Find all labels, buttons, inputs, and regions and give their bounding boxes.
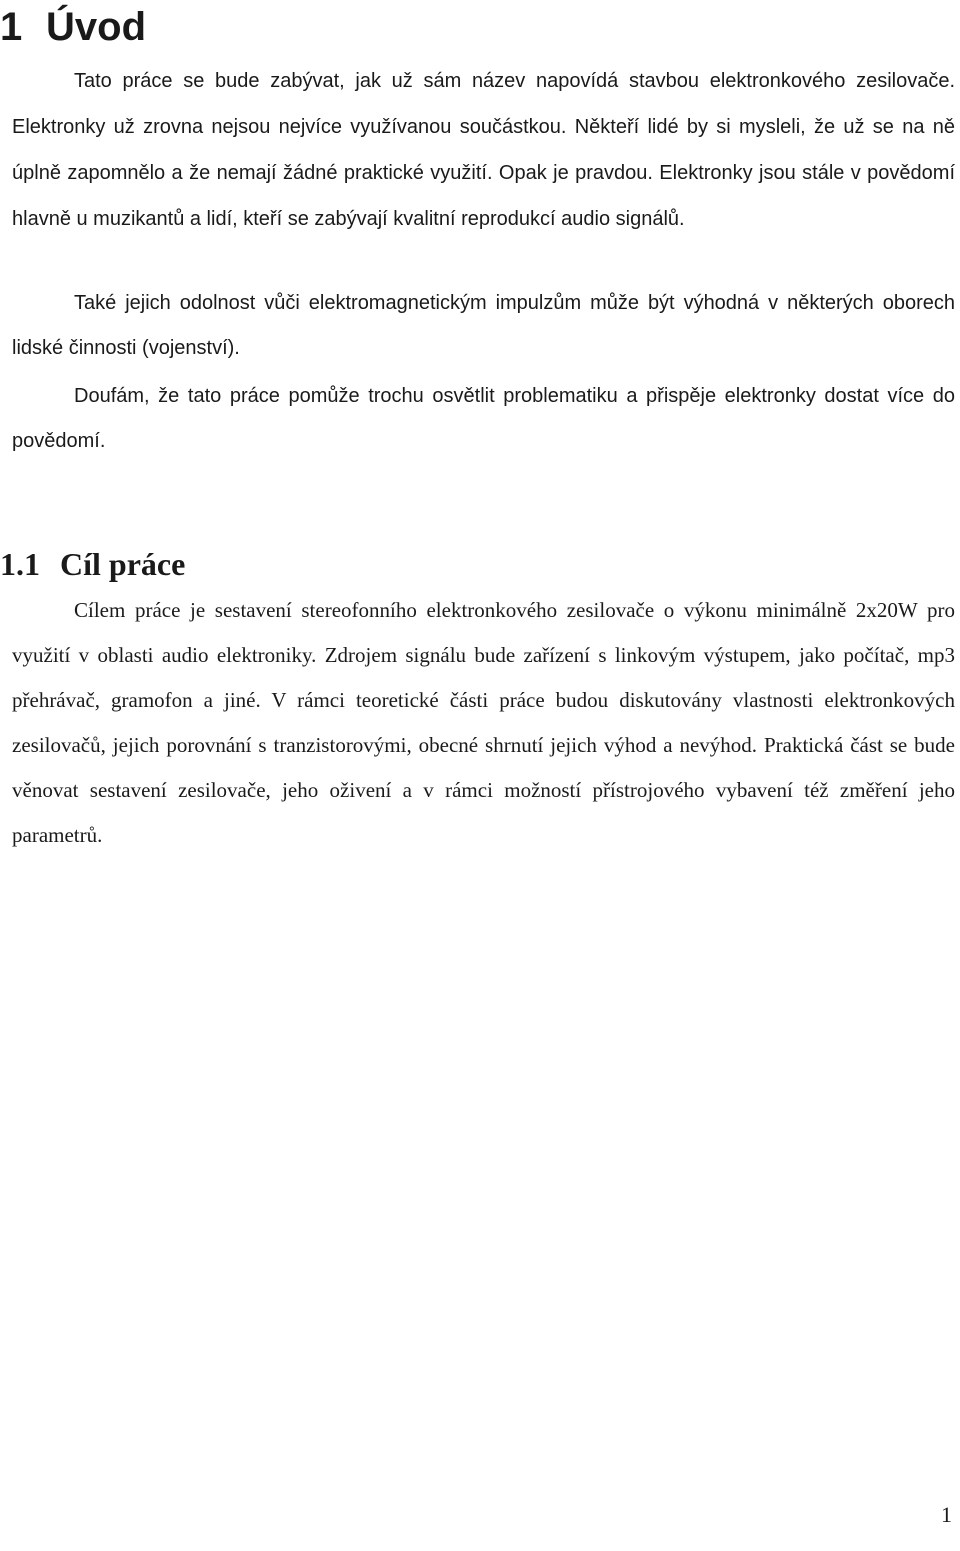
section-number: 1.1 bbox=[0, 546, 40, 582]
intro-paragraph-3: Doufám, že tato práce pomůže trochu osvětlit problematiku a přispěje elektronky dostat více do povědomí. bbox=[12, 385, 955, 452]
section-title: Cíl práce bbox=[60, 546, 186, 582]
section-heading bbox=[0, 542, 185, 586]
intro-paragraph-2: Také jejich odolnost vůči elektromagnetickým impulzům může být výhodná v některých oborech lidské činnosti (vojenství). bbox=[12, 292, 955, 359]
chapter-heading bbox=[0, 2, 146, 52]
intro-paragraph-1: Tato práce se bude zabývat, jak už sám název napovídá stavbou elektronkového zesilovače. Elektronky už zrovna nejsou nejvíce využívanou součástkou. Někteří lidé by si mysleli, že už se na ně úplně zapomnělo a že nemají žádné praktické využití. Opak je pravdou. Elektronky jsou stále v povědomí hlavně u muzikantů a lidí, kteří se zabývají kvalitní reprodukcí audio signálů. bbox=[12, 70, 955, 230]
chapter-title: Úvod bbox=[46, 5, 146, 49]
chapter-number: 1 bbox=[0, 5, 23, 49]
goal-paragraph: Cílem práce je sestavení stereofonního elektronkového zesilovače o výkonu minimálně 2x20W pro využití v oblasti audio elektroniky. Zdrojem signálu bude zařízení s linkovým výstupem, jako počítač, mp3 přehrávač, gramofon a jiné. V rámci teoretické části práce budou diskutovány vlastnosti elektronkových zesilovačů, jejich porovnání s tranzistorovými, obecné shrnutí jejich výhod a nevýhod. Praktická část se bude věnovat sestavení zesilovače, jeho oživení a v rámci možností přístrojového vybavení též změření jeho parametrů. bbox=[12, 598, 955, 847]
page-number: 1 bbox=[941, 1502, 952, 1527]
